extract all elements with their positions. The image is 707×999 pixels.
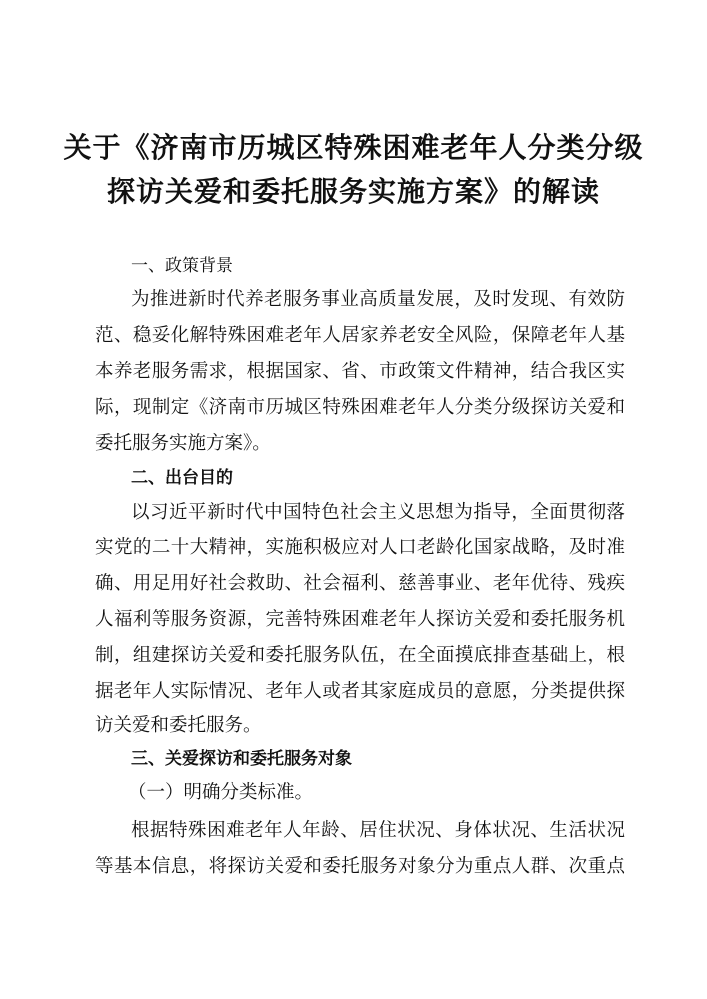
paragraph-line: 根据特殊困难老年人年龄、居住状况、身体状况、生活状况	[131, 820, 625, 841]
document-title-line-2: 探访关爱和委托服务实施方案》的解读	[106, 175, 600, 208]
paragraph-line: 实党的二十大精神，实施积极应对人口老龄化国家战略，及时准	[95, 537, 625, 558]
paragraph-line: 人福利等服务资源，完善特殊困难老年人探访关爱和委托服务机	[95, 609, 625, 630]
paragraph-line: 以习近平新时代中国特色社会主义思想为指导，全面贯彻落	[131, 502, 625, 523]
paragraph-line: 本养老服务需求，根据国家、省、市政策文件精神，结合我区实	[95, 361, 625, 382]
document-title-line-1: 关于《济南市历城区特殊困难老年人分类分级	[63, 131, 644, 164]
section-3-heading: 三、关爱探访和委托服务对象	[131, 749, 352, 769]
paragraph-line: 等基本信息，将探访关爱和委托服务对象分为重点人群、次重点	[95, 856, 625, 877]
paragraph-line: 为推进新时代养老服务事业高质量发展，及时发现、有效防	[131, 289, 625, 310]
paragraph-line: 访关爱和委托服务。	[95, 715, 262, 736]
paragraph-line: 制，组建探访关爱和委托服务队伍，在全面摸底排查基础上，根	[95, 645, 625, 666]
paragraph-line: 确、用足用好社会救助、社会福利、慈善事业、老年优待、残疾	[95, 573, 625, 594]
paragraph-line: 际，现制定《济南市历城区特殊困难老年人分类分级探访关爱和	[95, 397, 625, 418]
paragraph-line: 据老年人实际情况、老年人或者其家庭成员的意愿，分类提供探	[95, 681, 625, 702]
section-2-heading: 二、出台目的	[131, 468, 233, 488]
section-3-subheading: （一）明确分类标准。	[128, 782, 314, 803]
paragraph-line: 委托服务实施方案》。	[95, 433, 271, 454]
paragraph-line: 范、稳妥化解特殊困难老年人居家养老安全风险，保障老年人基	[95, 325, 625, 346]
section-1-heading: 一、政策背景	[131, 256, 233, 276]
